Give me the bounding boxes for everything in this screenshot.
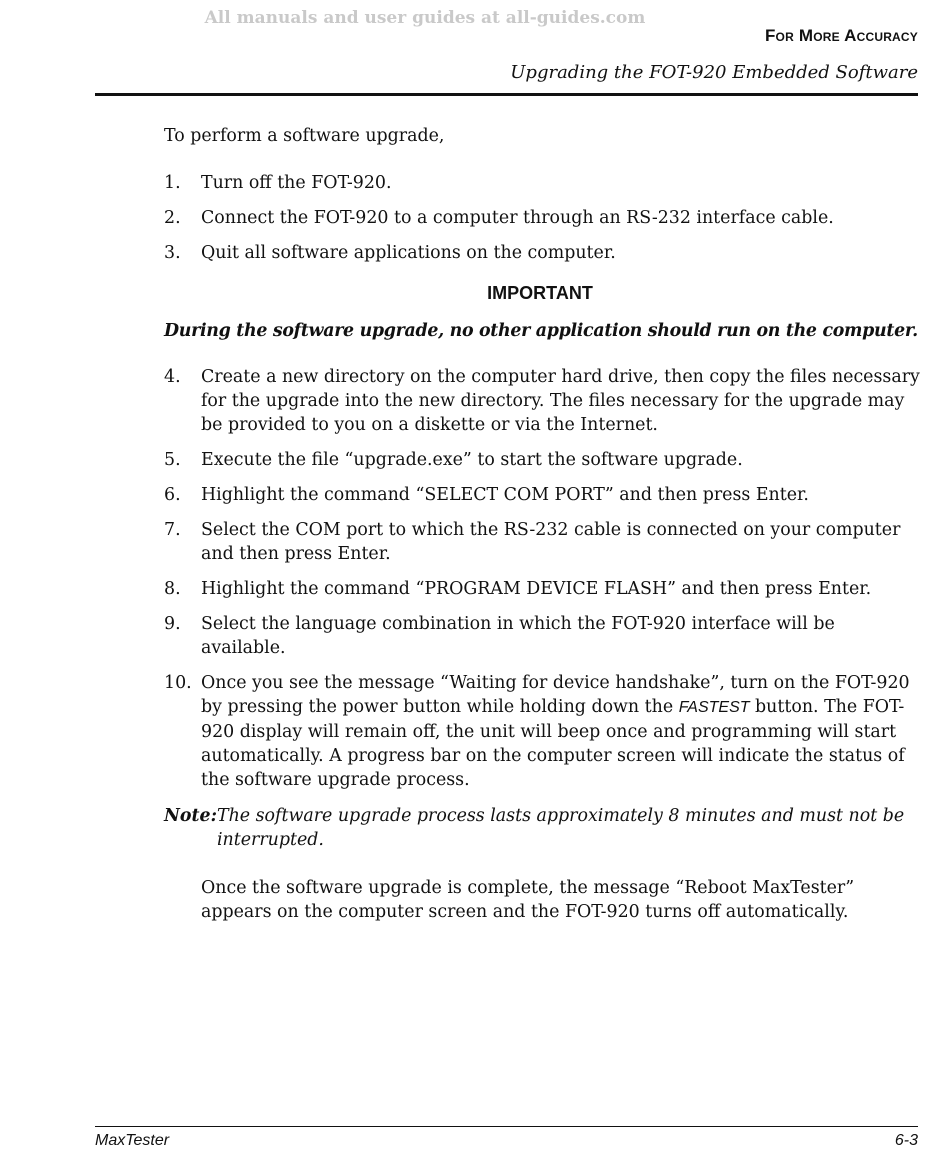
list-item	[164, 448, 924, 472]
step-text: Highlight the command “PROGRAM DEVICE FLASH” and then press Enter.	[201, 579, 872, 599]
list-item	[164, 171, 924, 195]
section-title: Upgrading the FOT-920 Embedded Software	[510, 62, 918, 83]
important-text: During the software upgrade, no other application should run on the computer.	[164, 321, 918, 341]
note-label: Note:	[164, 806, 218, 826]
step-text: Execute the file “upgrade.exe” to start the software upgrade.	[201, 450, 743, 470]
step-number: 7.	[164, 520, 181, 540]
step-text: Create a new directory on the computer hard drive, then copy the files necessary for the upgrade into the new directory. The files necessary for the upgrade may be provided to you on a diskette or via the Internet.	[201, 367, 920, 435]
watermark	[0, 8, 950, 28]
note-text: The software upgrade process lasts approximately 8 minutes and must not be interrupted.	[217, 806, 905, 850]
footer-rule	[95, 1126, 918, 1127]
fastest-button-name: FASTEST	[678, 699, 750, 716]
step-number: 3.	[164, 243, 181, 263]
step-number: 1.	[164, 173, 181, 193]
note	[164, 804, 924, 852]
footer-product-name: MaxTester	[95, 1132, 170, 1149]
intro-text: To perform a software upgrade,	[164, 126, 445, 146]
step-number: 2.	[164, 208, 181, 228]
list-item	[164, 518, 924, 566]
step-text-after: button. The FOT-920 display will remain off, the unit will beep once and programming will start automatically. A progress bar on the computer screen will indicate the status of the software upgrade process.	[201, 697, 905, 790]
important-heading: IMPORTANT	[487, 283, 593, 303]
list-item	[164, 577, 924, 601]
page-body	[164, 124, 924, 941]
list-item	[164, 671, 924, 792]
header-rule	[95, 93, 918, 96]
step-number: 10.	[164, 673, 192, 693]
step-number: 5.	[164, 450, 181, 470]
step-text: Turn off the FOT-920.	[201, 173, 392, 193]
list-item	[164, 241, 924, 265]
list-item	[164, 483, 924, 507]
steps-list-2	[164, 365, 924, 792]
step-text: Select the language combination in which the FOT-920 interface will be available.	[201, 614, 835, 658]
step-text-before: Once you see the message “Waiting for device handshake”, turn on the FOT-920 by pressing the power button while holding down the	[201, 673, 910, 717]
page-number: 6-3	[894, 1132, 918, 1149]
list-item	[164, 206, 924, 230]
list-item	[164, 612, 924, 660]
step-text: Highlight the command “SELECT COM PORT” and then press Enter.	[201, 485, 809, 505]
closing-text: Once the software upgrade is complete, the message “Reboot MaxTester” appears on the computer screen and the FOT-920 turns off automatically.	[201, 878, 855, 922]
step-number: 8.	[164, 579, 181, 599]
step-text: Quit all software applications on the computer.	[201, 243, 616, 263]
step-number: 9.	[164, 614, 181, 634]
step-text: Select the COM port to which the RS-232 cable is connected on your computer and then press Enter.	[201, 520, 901, 564]
step-text: Connect the FOT-920 to a computer through an RS-232 interface cable.	[201, 208, 834, 228]
step-number: 6.	[164, 485, 181, 505]
list-item	[164, 365, 924, 437]
watermark-text: All manuals and user guides at all-guides.com	[204, 8, 646, 28]
step-number: 4.	[164, 367, 181, 387]
chapter-title: For More Accuracy	[764, 26, 918, 45]
steps-list-1	[164, 171, 924, 265]
